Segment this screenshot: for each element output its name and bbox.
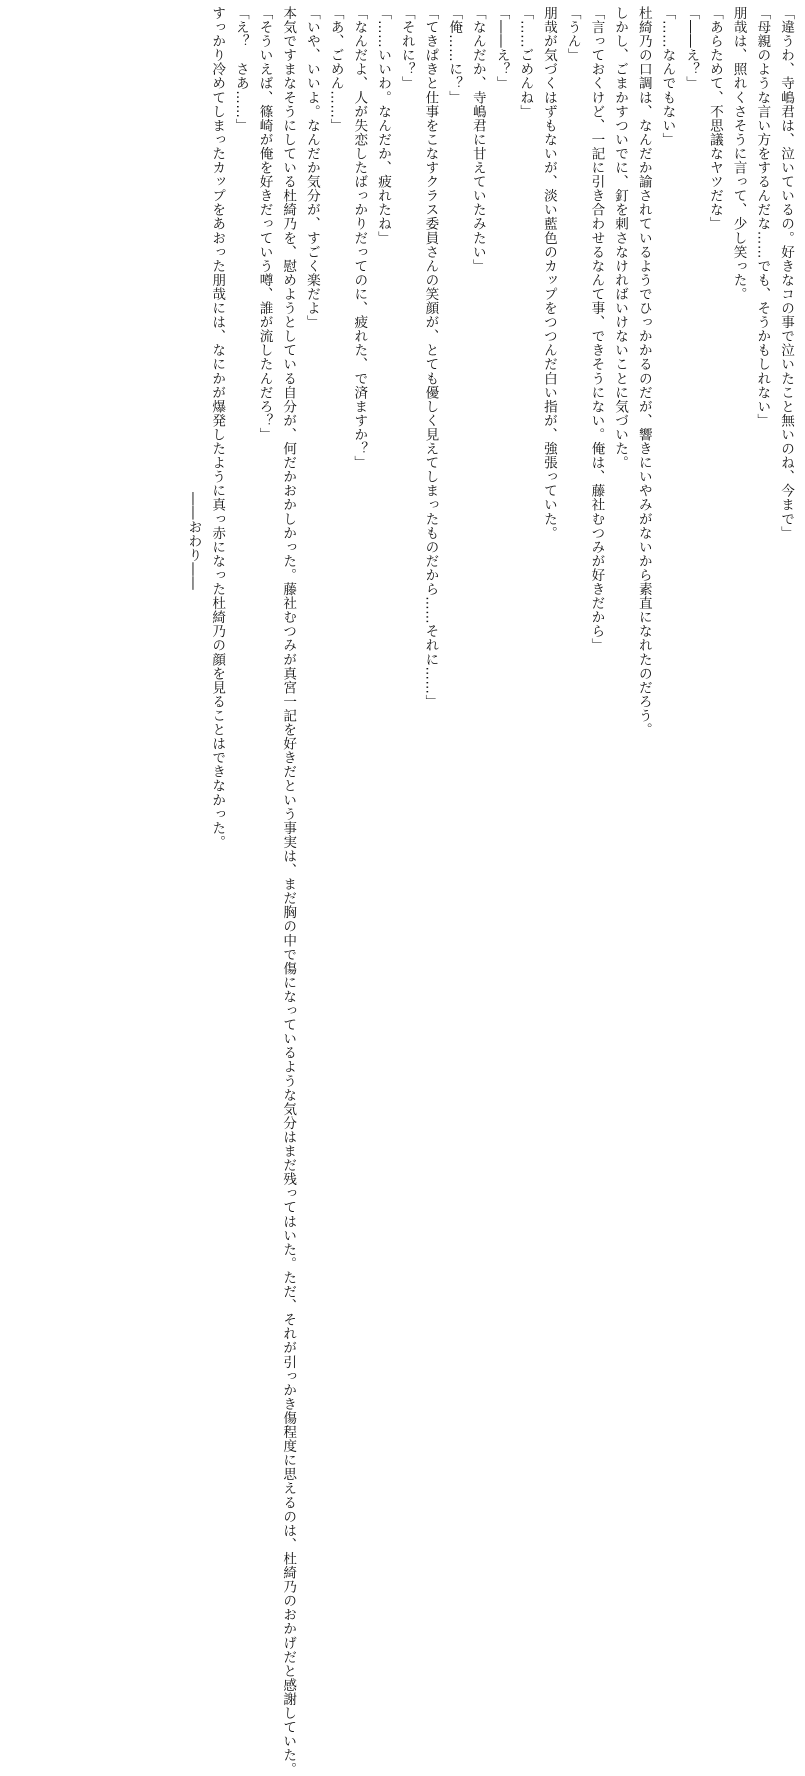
text-line: 「なんだよ、人が失恋したばっかりだってのに、疲れた、で済ますか？」	[351, 6, 368, 470]
text-line: 「……ごめんね」	[517, 6, 534, 119]
text-line: 「……なんでもない」	[659, 6, 676, 147]
text-line: 「そういえば、篠崎が俺を好きだっていう噂、誰が流したんだろ？」	[256, 6, 273, 442]
text-line: 杜綺乃の口調は、なんだか諭されているようでひっかかるのだが、響きにいやみがないから素直になれたのだろう。	[635, 6, 652, 737]
text-line: 「母親のような言い方をするんだな……でも、そうかもしれない」	[754, 6, 771, 428]
text-line: 「それに？」	[398, 6, 415, 91]
text-line: 「あらためて、不思議なヤツだな」	[706, 6, 723, 231]
text-line: 朋哉は、照れくさそうに言って、少し笑った。	[730, 6, 747, 302]
text-line: 朋哉が気づくはずもないが、淡い藍色のカップをつつんだ白い指が、強張っていた。	[540, 6, 557, 540]
text-line: 「――え？」	[493, 6, 510, 91]
text-line: 「俺……に？」	[446, 6, 463, 105]
text-line: すっかり冷めてしまったカップをあおった朋哉には、なにかが爆発したように真っ赤になった杜綺乃の顔を見ることはできなかった。	[209, 6, 226, 849]
text-line: 「え？ さあ……」	[232, 6, 249, 133]
text-line: 「――え？」	[683, 6, 700, 91]
text-line: しかし、ごまかすついでに、釘を刺さなければいけないことに気づいた。	[612, 6, 629, 470]
text-line: 「言っておくけど、一記に引き合わせるなんて事、できそうにない。俺は、藤社むつみが好きだから」	[588, 6, 605, 653]
text-line: 「てきぱきと仕事をこなすクラス委員さんの笑顔が、とても優しく見えてしまったものだから……それに……」	[422, 6, 439, 709]
text-line: 「あ、ごめん……」	[327, 6, 344, 133]
vertical-text-body	[181, 6, 797, 1776]
text-line: 「違うわ、寺嶋君は、泣いているの。好きなコの事で泣いたこと無いのね、今まで」	[778, 6, 794, 540]
text-line: 「……いいわ。なんだか、疲れたね」	[375, 6, 392, 245]
text-line: 「うん」	[564, 6, 581, 63]
ending-mark: ――おわり――	[185, 491, 202, 590]
text-line: 「いや、いいよ。なんだか気分が、すごく楽だよ」	[303, 6, 320, 330]
text-line: 「なんだか、寺嶋君に甘えていたみたい」	[469, 6, 486, 273]
text-line: 本気ですまなそうにしている杜綺乃を、慰めようとしている自分が、何だかおかしかった。藤社むつみが真宮一記を好きだという事実は、まだ胸の中で傷になっているような気分はまだ残ってはいた。ただ、それが引っかき傷程度に思えるのは、杜綺乃のおかげだと感謝していた。	[280, 6, 297, 1776]
